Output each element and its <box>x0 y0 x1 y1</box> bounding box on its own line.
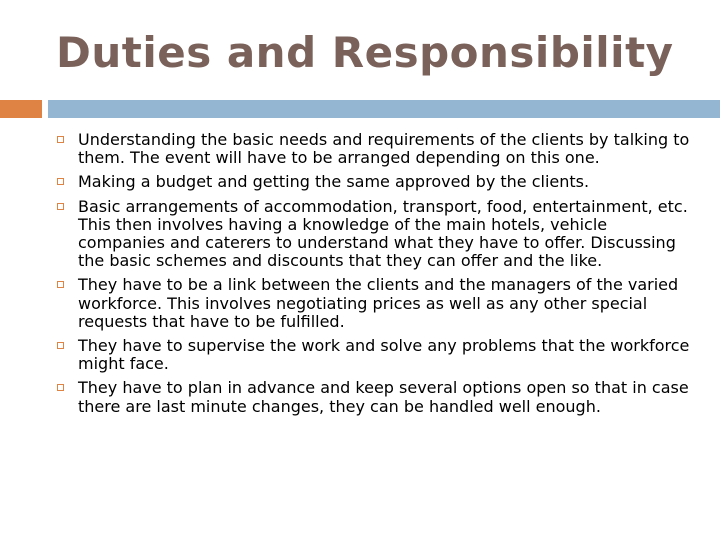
accent-bar-orange <box>0 100 42 118</box>
square-bullet-icon <box>57 178 64 185</box>
bullet-item <box>56 131 696 167</box>
bullet-item <box>56 379 696 415</box>
accent-bar-blue <box>48 100 720 118</box>
bullet-text: They have to supervise the work and solve any problems that the workforce might face. <box>78 336 690 374</box>
bullet-text: They have to plan in advance and keep several options open so that in case there are last minute changes, they can be handled well enough. <box>78 378 689 416</box>
bullet-list <box>56 131 696 422</box>
bullet-text: They have to be a link between the clients and the managers of the varied workforce. This involves negotiating prices as well as any other special requests that have to be fulfilled. <box>78 275 679 331</box>
square-bullet-icon <box>57 384 64 391</box>
bullet-item <box>56 198 696 271</box>
bullet-text: Understanding the basic needs and requirements of the clients by talking to them. The event will have to be arranged depending on this one. <box>78 130 690 168</box>
bullet-text: Making a budget and getting the same approved by the clients. <box>78 172 590 192</box>
bullet-text: Basic arrangements of accommodation, transport, food, entertainment, etc. This then involves having a knowledge of the main hotels, vehicle companies and caterers to understand what they have to offer. Discussing the basic schemes and discounts that they can offer and the like. <box>78 196 688 271</box>
slide-title: Duties and Responsibility <box>56 28 674 77</box>
square-bullet-icon <box>57 136 64 143</box>
square-bullet-icon <box>57 203 64 210</box>
bullet-item <box>56 337 696 373</box>
square-bullet-icon <box>57 342 64 349</box>
bullet-item <box>56 173 696 191</box>
square-bullet-icon <box>57 281 64 288</box>
bullet-item <box>56 276 696 331</box>
